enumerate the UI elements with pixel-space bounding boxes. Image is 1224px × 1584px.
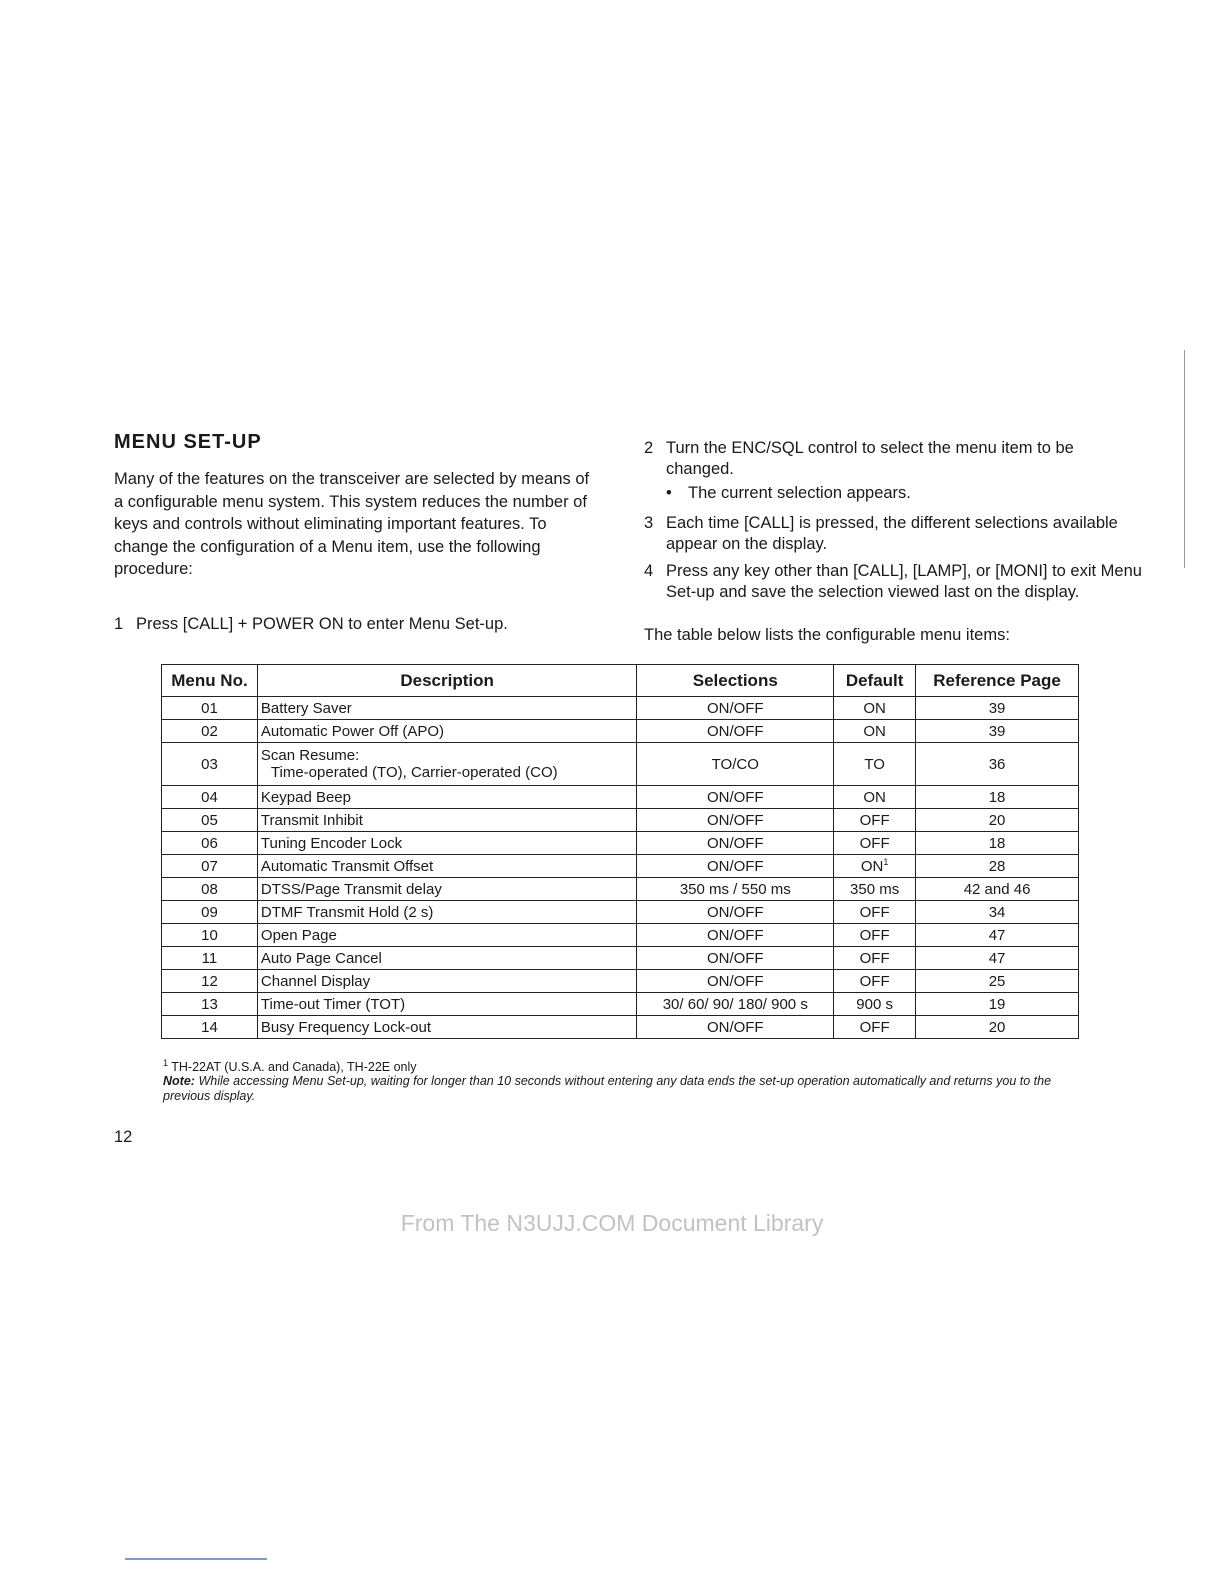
menu-no-cell: 02	[162, 720, 258, 743]
step-1	[114, 614, 594, 635]
default-cell	[834, 832, 916, 855]
default-cell	[834, 720, 916, 743]
intro-paragraph: Many of the features on the transceiver are selected by means of a configurable menu system. This system reduces the number of keys and controls without eliminating important features. To change the configuration of a Menu item, use the following procedure:	[114, 470, 590, 578]
margin-rule	[1184, 350, 1185, 568]
table-row	[162, 901, 1079, 924]
selections-cell: ON/OFF	[637, 924, 834, 947]
default-cell	[834, 878, 916, 901]
table-intro: The table below lists the configurable menu items:	[644, 626, 1010, 644]
description-cell: Automatic Power Off (APO)	[257, 720, 636, 743]
description-cell: Tuning Encoder Lock	[257, 832, 636, 855]
step-4	[644, 561, 1144, 602]
table-row	[162, 720, 1079, 743]
menu-table	[161, 664, 1079, 1039]
menu-no-cell: 06	[162, 832, 258, 855]
reference-page-cell: 20	[916, 809, 1079, 832]
table-row	[162, 970, 1079, 993]
step-text: Press any key other than [CALL], [LAMP], or [MONI] to exit Menu Set-up and save the selection viewed last on the display.	[666, 562, 1142, 601]
description-line-2: Time-operated (TO), Carrier-operated (CO)	[270, 764, 558, 781]
header-reference-page: Reference Page	[916, 665, 1079, 697]
menu-no-cell: 14	[162, 1016, 258, 1039]
table-row	[162, 878, 1079, 901]
table-row	[162, 743, 1079, 786]
table-header-row	[162, 665, 1079, 697]
default-value: OFF	[859, 1018, 890, 1036]
menu-no-cell: 05	[162, 809, 258, 832]
table-row	[162, 832, 1079, 855]
header-selections: Selections	[637, 665, 834, 697]
step-number: 3	[644, 514, 654, 532]
step-text: Press [CALL] + POWER ON to enter Menu Set-up.	[136, 615, 508, 633]
page-number: 12	[114, 1128, 133, 1146]
selections-cell: ON/OFF	[637, 901, 834, 924]
selections-cell: ON/OFF	[637, 697, 834, 720]
menu-no-cell: 12	[162, 970, 258, 993]
table-row	[162, 947, 1079, 970]
reference-page-cell: 25	[916, 970, 1079, 993]
default-value: 900 s	[856, 995, 893, 1013]
selections-cell: ON/OFF	[637, 855, 834, 878]
step-2	[644, 438, 1144, 479]
default-value: TO	[864, 755, 885, 773]
default-value: OFF	[859, 811, 890, 829]
header-menu-no: Menu No.	[162, 665, 258, 697]
footnote-text: TH-22AT (U.S.A. and Canada), TH-22E only	[171, 1060, 417, 1075]
footnote-mark: 1	[163, 1058, 169, 1068]
selections-cell: ON/OFF	[637, 947, 834, 970]
description-cell: Transmit Inhibit	[257, 809, 636, 832]
default-value: OFF	[859, 972, 890, 990]
default-value: 350 ms	[850, 880, 900, 898]
bottom-rule	[125, 1558, 267, 1560]
default-value: ON	[863, 788, 886, 806]
reference-page-cell: 39	[916, 697, 1079, 720]
step-number: 1	[114, 615, 124, 633]
table-row	[162, 697, 1079, 720]
header-default: Default	[834, 665, 916, 697]
menu-no-cell: 11	[162, 947, 258, 970]
default-value: OFF	[859, 903, 890, 921]
default-cell	[834, 970, 916, 993]
note	[163, 1074, 1078, 1104]
step-number: 2	[644, 439, 654, 457]
table-row	[162, 855, 1079, 878]
selections-cell: ON/OFF	[637, 1016, 834, 1039]
default-cell	[834, 786, 916, 809]
step-number: 4	[644, 562, 654, 580]
default-cell	[834, 901, 916, 924]
default-value: OFF	[859, 926, 890, 944]
default-cell	[834, 1016, 916, 1039]
table-row	[162, 1016, 1079, 1039]
reference-page-cell: 28	[916, 855, 1079, 878]
note-label: Note:	[163, 1074, 195, 1088]
bullet-icon: •	[666, 484, 672, 502]
default-value: ON	[863, 699, 886, 717]
description-cell: Time-out Timer (TOT)	[257, 993, 636, 1016]
description-cell: Busy Frequency Lock-out	[257, 1016, 636, 1039]
description-cell: Channel Display	[257, 970, 636, 993]
footnote	[163, 1058, 417, 1074]
section-title: MENU SET-UP	[114, 431, 262, 453]
table-row	[162, 786, 1079, 809]
reference-page-cell: 47	[916, 924, 1079, 947]
reference-page-cell: 39	[916, 720, 1079, 743]
default-value: ON	[860, 858, 884, 875]
table-row	[162, 924, 1079, 947]
table-row	[162, 809, 1079, 832]
bullet-item	[666, 484, 911, 503]
reference-page-cell: 34	[916, 901, 1079, 924]
default-value: OFF	[859, 834, 890, 852]
selections-cell: ON/OFF	[637, 970, 834, 993]
reference-page-cell: 47	[916, 947, 1079, 970]
watermark: From The N3UJJ.COM Document Library	[400, 1210, 824, 1236]
footnote-ref: 1	[883, 857, 889, 867]
default-cell	[834, 809, 916, 832]
reference-page-cell: 19	[916, 993, 1079, 1016]
table-row	[162, 993, 1079, 1016]
bullet-text: The current selection appears.	[688, 484, 911, 502]
default-cell	[834, 697, 916, 720]
description-cell: Auto Page Cancel	[257, 947, 636, 970]
description-line-1: Scan Resume:	[260, 747, 360, 764]
default-cell	[834, 947, 916, 970]
description-cell: Automatic Transmit Offset	[257, 855, 636, 878]
selections-cell: ON/OFF	[637, 809, 834, 832]
selections-cell: ON/OFF	[637, 832, 834, 855]
default-cell	[834, 855, 916, 878]
menu-no-cell: 07	[162, 855, 258, 878]
step-text: Each time [CALL] is pressed, the different selections available appear on the display.	[666, 514, 1118, 553]
selections-cell: TO/CO	[637, 743, 834, 786]
default-cell	[834, 743, 916, 786]
description-cell: DTMF Transmit Hold (2 s)	[257, 901, 636, 924]
menu-no-cell: 09	[162, 901, 258, 924]
reference-page-cell: 18	[916, 832, 1079, 855]
reference-page-cell: 20	[916, 1016, 1079, 1039]
reference-page-cell: 36	[916, 743, 1079, 786]
header-description: Description	[257, 665, 636, 697]
selections-cell: ON/OFF	[637, 720, 834, 743]
menu-no-cell: 01	[162, 697, 258, 720]
selections-cell: 350 ms / 550 ms	[637, 878, 834, 901]
selections-cell: 30/ 60/ 90/ 180/ 900 s	[637, 993, 834, 1016]
default-cell	[834, 993, 916, 1016]
menu-no-cell: 10	[162, 924, 258, 947]
selections-cell: ON/OFF	[637, 786, 834, 809]
menu-no-cell: 04	[162, 786, 258, 809]
step-text: Turn the ENC/SQL control to select the menu item to be changed.	[666, 439, 1074, 478]
default-cell	[834, 924, 916, 947]
default-value: OFF	[859, 949, 890, 967]
note-text: While accessing Menu Set-up, waiting for longer than 10 seconds without entering any data ends the set-up operation automatically and returns you to the previous display.	[163, 1074, 1052, 1103]
description-cell: Open Page	[257, 924, 636, 947]
description-cell: Battery Saver	[257, 697, 636, 720]
default-value: ON	[863, 722, 886, 740]
step-3	[644, 513, 1144, 554]
menu-no-cell: 03	[162, 743, 258, 786]
menu-no-cell: 13	[162, 993, 258, 1016]
description-cell	[257, 743, 636, 786]
description-cell: Keypad Beep	[257, 786, 636, 809]
reference-page-cell: 18	[916, 786, 1079, 809]
reference-page-cell: 42 and 46	[916, 878, 1079, 901]
description-cell: DTSS/Page Transmit delay	[257, 878, 636, 901]
menu-no-cell: 08	[162, 878, 258, 901]
